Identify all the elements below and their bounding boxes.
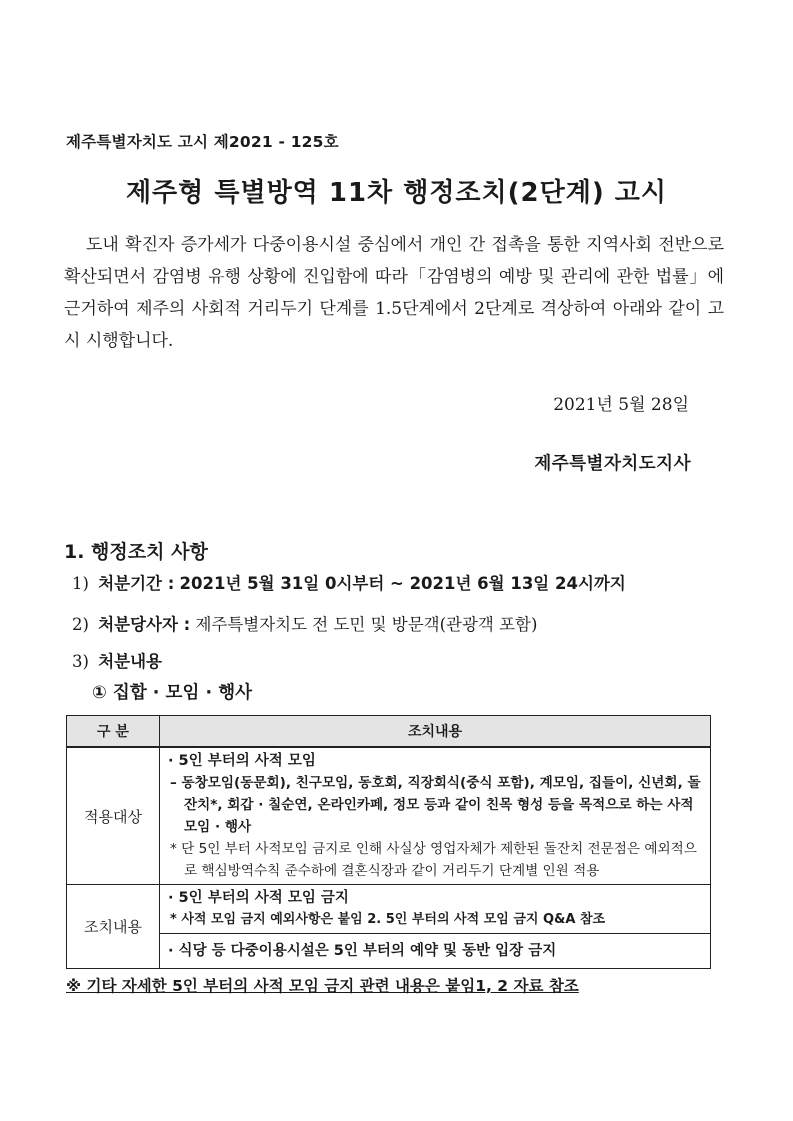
item-label: 처분내용 <box>98 652 162 671</box>
item-value: 제주특별자치도 전 도민 및 방문객(관광객 포함) <box>195 615 538 634</box>
footnote: ※ 기타 자세한 5인 부터의 사적 모임 금지 관련 내용은 붙임1, 2 자료 참조 <box>66 977 579 995</box>
measures-table <box>66 715 711 969</box>
table-row <box>67 885 711 934</box>
column-header: 구 분 <box>67 716 160 748</box>
row-label: 조치내용 <box>67 885 160 969</box>
row-content <box>160 885 711 934</box>
item-number: 2) <box>72 615 89 634</box>
row-label: 적용대상 <box>67 747 160 885</box>
item-number: 1) <box>72 574 89 593</box>
table-row <box>67 934 711 969</box>
intro-paragraph: 도내 확진자 증가세가 다중이용시설 중심에서 개인 간 접촉을 통한 지역사회 전반으로 확산되면서 감염병 유행 상황에 진입함에 따라「감염병의 예방 및 관리에 관한 법률」에 근거하여 제주의 사회적 거리두기 단계를 1.5단계에서 2단계로 격상하여 아래와 같이 고시 시행합니다. <box>64 235 724 351</box>
section-heading: 1. 행정조치 사항 <box>64 541 208 563</box>
item-label: 처분당사자 : <box>98 615 191 634</box>
row-content <box>160 934 711 969</box>
notice-date: 2021년 5월 28일 <box>553 395 689 415</box>
list-item: * 사적 모임 금지 예외사항은 붙임 2. 5인 부터의 사적 모임 금지 Q&A 참조 <box>170 912 606 927</box>
list-item: · 5인 부터의 사적 모임 금지 <box>168 890 349 906</box>
notice-number: 제주특별자치도 고시 제2021 - 125호 <box>66 133 339 151</box>
signer: 제주특별자치도지사 <box>534 454 691 474</box>
row-content <box>160 747 711 885</box>
column-header: 조치내용 <box>160 716 711 748</box>
list-item: · 5인 부터의 사적 모임 <box>168 753 316 769</box>
subsection-heading: ① 집합 · 모임 · 행사 <box>92 683 253 703</box>
table-header-row <box>67 716 711 748</box>
item-value: 2021년 5월 31일 0시부터 ~ 2021년 6월 13일 24시까지 <box>179 574 626 593</box>
list-item: – 동창모임(동문회), 친구모임, 동호회, 직장회식(중식 포함), 계모임, 집들이, 신년회, 돌잔치*, 회갑 · 칠순연, 온라인카페, 정모 등과 같이 친목 형성 등을 목적으로 하는 사적 모임 · 행사 <box>170 775 701 835</box>
item-content <box>72 648 162 672</box>
list-item: · 식당 등 다중이용시설은 5인 부터의 예약 및 동반 입장 금지 <box>168 943 557 959</box>
item-subjects <box>72 611 537 635</box>
item-period <box>72 570 626 594</box>
list-item: * 단 5인 부터 사적모임 금지로 인해 사실상 영업자체가 제한된 돌잔치 전문점은 예외적으로 핵심방역수칙 준수하에 결혼식장과 같이 거리두기 단계별 인원 적용 <box>170 841 697 879</box>
table-row <box>67 747 711 885</box>
item-label: 처분기간 : <box>98 574 175 593</box>
document-title: 제주형 특별방역 11차 행정조치(2단계) 고시 <box>125 178 668 208</box>
item-number: 3) <box>72 652 89 671</box>
